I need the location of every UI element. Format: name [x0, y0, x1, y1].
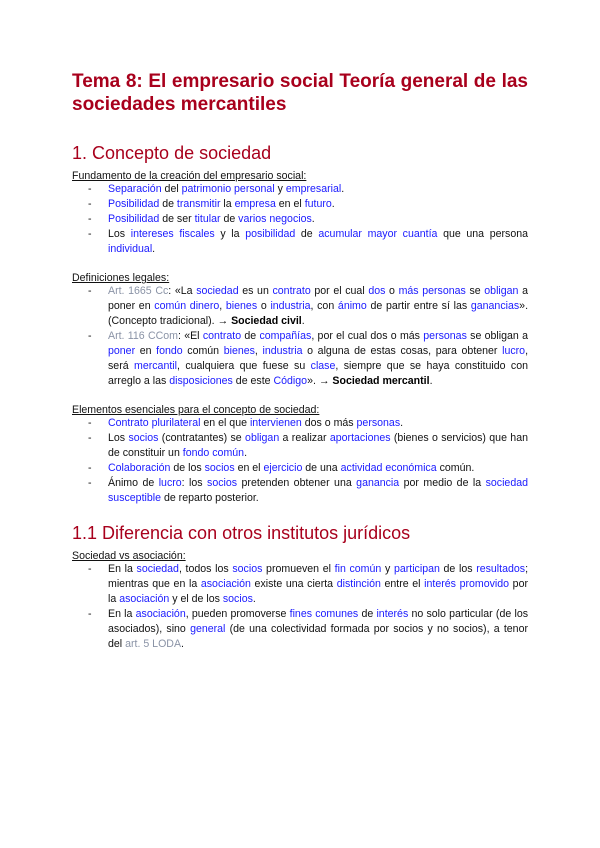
text-run: y	[381, 563, 394, 575]
text-run: que una persona	[437, 228, 529, 240]
text-run: ». (Concepto tradicional). →	[108, 300, 529, 327]
text-run: Los	[108, 432, 129, 444]
text-run: común	[182, 345, 224, 357]
fundamento-list	[88, 182, 528, 257]
text-run: de ser	[159, 213, 195, 225]
highlight-term: acumular mayor cuantía	[318, 228, 438, 240]
highlight-term: clase	[310, 360, 336, 372]
text-run: por medio de la	[399, 477, 486, 489]
highlight-term: varios negocios	[238, 213, 312, 225]
text-run: Ánimo de	[108, 477, 159, 489]
text-run: : «La	[168, 285, 197, 297]
text-run: ». →	[307, 375, 333, 387]
text-run: ,	[219, 300, 226, 312]
highlight-term: general	[190, 623, 226, 635]
text-run: se	[465, 285, 485, 297]
highlight-term: personas	[423, 330, 467, 342]
highlight-term: común dinero	[154, 300, 220, 312]
text-run: de	[358, 608, 377, 620]
text-run: pretenden obtener una	[237, 477, 357, 489]
highlight-term: lucro	[158, 477, 182, 489]
text-run: , cualquiera que fuese su	[177, 360, 311, 372]
page-title: Tema 8: El empresario social Teoría general de las sociedades mercantiles	[72, 71, 528, 115]
highlight-term: lucro	[502, 345, 526, 357]
highlight-term: obligan	[245, 432, 280, 444]
text-run: se obligan a	[466, 330, 528, 342]
highlight-term: fondo	[156, 345, 183, 357]
list-item	[88, 431, 528, 461]
list-item	[88, 329, 528, 389]
text-run: en	[135, 345, 157, 357]
bold-term: Sociedad mercantil	[332, 375, 430, 387]
highlight-term: intervienen	[249, 417, 302, 429]
highlight-term: fines comunes	[289, 608, 359, 620]
list-item	[88, 182, 528, 197]
highlight-term: disposiciones	[169, 375, 233, 387]
text-run: a realizar	[279, 432, 330, 444]
text-run: , pueden promoverse	[185, 608, 290, 620]
text-run: .	[331, 198, 335, 210]
text-run: : los	[181, 477, 208, 489]
text-run: de este	[232, 375, 274, 387]
list-item	[88, 607, 528, 652]
highlight-term: resultados	[476, 563, 526, 575]
text-run: a poner en	[108, 285, 528, 312]
highlight-term: asociación	[119, 593, 170, 605]
text-run: de una	[302, 462, 341, 474]
elementos-list	[88, 416, 528, 506]
list-item	[88, 416, 528, 431]
highlight-term: obligan	[484, 285, 519, 297]
highlight-term: ejercicio	[263, 462, 303, 474]
highlight-term: aportaciones	[329, 432, 391, 444]
highlight-term: sociedad	[196, 285, 239, 297]
highlight-term: sociedad susceptible	[108, 477, 528, 504]
text-run: en el	[234, 462, 264, 474]
highlight-term: Contrato plurilateral	[108, 417, 201, 429]
text-run: o	[385, 285, 399, 297]
highlight-term: fondo común	[182, 447, 245, 459]
text-run: .	[341, 183, 345, 195]
highlight-term: individual	[108, 243, 153, 255]
text-run: .	[400, 417, 404, 429]
text-run: (contratantes) se	[158, 432, 246, 444]
list-item	[88, 212, 528, 227]
text-run: y el de los	[169, 593, 223, 605]
text-run: de	[295, 228, 319, 240]
text-run: , con	[310, 300, 338, 312]
text-run: común.	[436, 462, 475, 474]
text-run: (bienes o servicios) que han de constituir un	[108, 432, 528, 459]
highlight-term: ánimo	[337, 300, 367, 312]
text-run: de	[241, 330, 260, 342]
text-run: en el que	[200, 417, 250, 429]
highlight-term: industria	[262, 345, 303, 357]
highlight-term: socios	[232, 563, 263, 575]
highlight-term: más personas	[398, 285, 466, 297]
list-item	[88, 461, 528, 476]
list-item	[88, 476, 528, 506]
text-run: En la	[108, 608, 136, 620]
highlight-term: bienes	[223, 345, 255, 357]
text-run: : «El	[177, 330, 203, 342]
highlight-term: contrato	[272, 285, 311, 297]
text-run: en el	[275, 198, 305, 210]
highlight-term: bienes	[225, 300, 258, 312]
text-run: ,	[254, 345, 263, 357]
asociacion-list	[88, 562, 528, 652]
text-run: del	[161, 183, 182, 195]
highlight-term: industria	[270, 300, 311, 312]
text-run: .	[181, 638, 184, 650]
text-run: dos o más	[301, 417, 357, 429]
text-run: , por el cual dos o más	[311, 330, 424, 342]
highlight-term: sociedad	[136, 563, 179, 575]
section-heading-diferencia: 1.1 Diferencia con otros institutos jurídicos	[72, 523, 411, 543]
fundamento-label: Fundamento de la creación del empresario social:	[72, 170, 307, 182]
text-run: , será	[108, 345, 529, 372]
legal-reference: Art. 1665 Cc	[108, 285, 169, 297]
highlight-term: distinción	[336, 578, 381, 590]
highlight-term: mercantil	[134, 360, 177, 372]
highlight-term: contrato	[202, 330, 242, 342]
text-run: .	[429, 375, 433, 387]
highlight-term: socios	[222, 593, 253, 605]
text-run: Los	[108, 228, 131, 240]
text-run: o alguna de estas cosas, para obtener	[302, 345, 503, 357]
highlight-term: participan	[393, 563, 440, 575]
text-run: .	[152, 243, 156, 255]
highlight-term: ganancias	[470, 300, 520, 312]
text-run: por la	[108, 578, 528, 605]
text-run: de	[159, 198, 177, 210]
asociacion-label: Sociedad vs asociación:	[72, 550, 186, 562]
list-item	[88, 227, 528, 257]
legal-reference: art. 5 LODA	[125, 638, 182, 650]
text-run: , siempre que se haya constituido con arreglo a las	[108, 360, 528, 387]
highlight-term: fin común	[334, 563, 382, 575]
definiciones-label: Definiciones legales:	[72, 272, 170, 284]
text-run: (de una colectividad formada por socios y no socios), a tenor del	[108, 623, 528, 650]
bold-term: Sociedad civil	[231, 315, 302, 327]
text-run: de reparto posterior.	[161, 492, 259, 504]
text-run: .	[252, 593, 256, 605]
highlight-term: poner	[108, 345, 136, 357]
text-run: y la	[214, 228, 246, 240]
list-item	[88, 562, 528, 607]
highlight-term: interés	[376, 608, 409, 620]
highlight-term: futuro	[304, 198, 332, 210]
text-run: la	[220, 198, 235, 210]
highlight-term: Posibilidad	[108, 213, 160, 225]
text-run: no solo particular (de los asociados), sino	[108, 608, 529, 635]
text-run: existe una cierta	[250, 578, 337, 590]
text-run: de los	[439, 563, 477, 575]
text-run: de partir entre sí las	[366, 300, 471, 312]
text-run: , todos los	[178, 563, 233, 575]
text-run: o	[257, 300, 271, 312]
legal-reference: Art. 116 CCom	[108, 330, 178, 342]
text-run: .	[244, 447, 248, 459]
highlight-term: empresa	[234, 198, 276, 210]
highlight-term: interés promovido	[424, 578, 510, 590]
list-item	[88, 284, 528, 329]
elementos-label: Elementos esenciales para el concepto de sociedad:	[72, 404, 320, 416]
highlight-term: socios	[207, 477, 238, 489]
highlight-term: compañías	[259, 330, 312, 342]
highlight-term: patrimonio personal	[181, 183, 275, 195]
text-run: .	[301, 315, 305, 327]
text-run: En la	[108, 563, 137, 575]
definiciones-list	[88, 284, 528, 389]
highlight-term: Código	[273, 375, 308, 387]
highlight-term: posibilidad	[245, 228, 296, 240]
highlight-term: Separación	[108, 183, 162, 195]
text-run: y	[274, 183, 286, 195]
highlight-term: asociación	[135, 608, 186, 620]
highlight-term: titular	[194, 213, 221, 225]
highlight-term: actividad económica	[340, 462, 437, 474]
highlight-term: ganancia	[356, 477, 400, 489]
highlight-term: personas	[356, 417, 401, 429]
highlight-term: empresarial	[285, 183, 342, 195]
text-run: promueven el	[262, 563, 335, 575]
text-run: por el cual	[310, 285, 369, 297]
text-run: es un	[238, 285, 273, 297]
highlight-term: socios	[204, 462, 235, 474]
text-run: de	[220, 213, 239, 225]
highlight-term: transmitir	[176, 198, 221, 210]
highlight-term: intereses fiscales	[130, 228, 215, 240]
highlight-term: Colaboración	[108, 462, 171, 474]
text-run: de los	[170, 462, 205, 474]
text-run: entre el	[380, 578, 425, 590]
highlight-term: socios	[128, 432, 159, 444]
text-run: ; mientras que en la	[108, 563, 529, 590]
highlight-term: dos	[368, 285, 386, 297]
section-heading-concepto: 1. Concepto de sociedad	[72, 143, 272, 163]
text-run: .	[311, 213, 315, 225]
highlight-term: asociación	[200, 578, 251, 590]
highlight-term: Posibilidad	[108, 198, 160, 210]
list-item	[88, 197, 528, 212]
